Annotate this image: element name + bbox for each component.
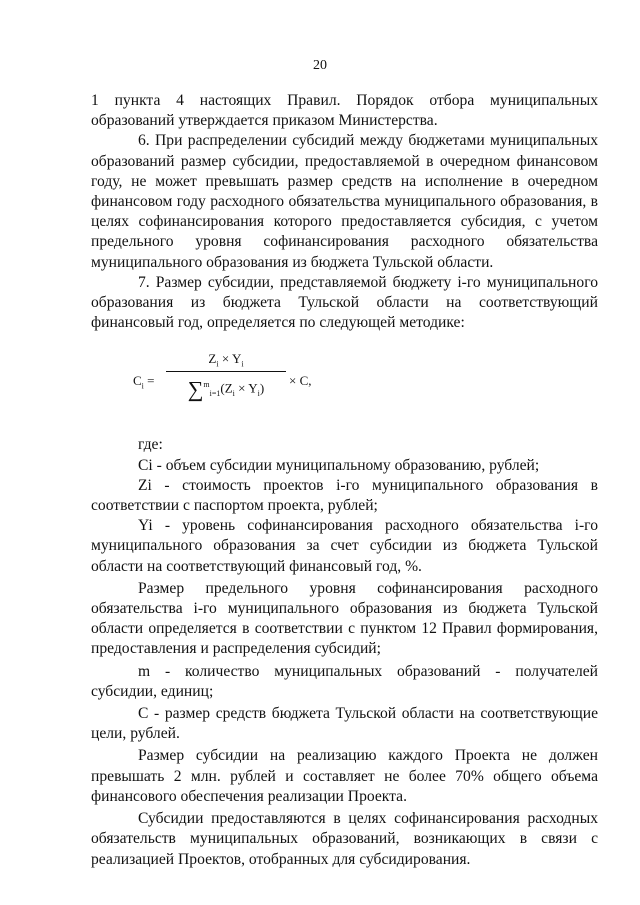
- where-label: где:: [138, 436, 163, 454]
- formula-rhs: × C,: [289, 373, 312, 389]
- paragraph-max-amount: Размер субсидии на реализацию каждого Проекта не должен превышать 2 млн. рублей и составляет не более 70% общего объема финансового обеспечения реализации Проекта.: [91, 747, 598, 805]
- definition-m: m - количество муниципальных образований - получателей субсидии, единиц;: [91, 662, 598, 700]
- paragraph-limit: Размер предельного уровня софинансирования расходного обязательства i-го муниципального образования из бюджета Тульской области определяется в соответствии с пунктом 12 Правил формирования, предоставления и распределения субсидий;: [91, 579, 598, 658]
- paragraph-item-7: 7. Размер субсидии, представляемой бюджету i-го муниципального образования из бюджета Тульской области на соответствующий финансовый год, определяется по следующей методике:: [91, 273, 598, 332]
- subsidy-formula: [91, 347, 598, 423]
- document-body: [91, 91, 598, 870]
- formula-fraction: [166, 349, 286, 405]
- definition-ci: Ci - объем субсидии муниципальному образованию, рублей;: [138, 456, 540, 474]
- paragraph-item-6: 6. При распределении субсидий между бюджетами муниципальных образований размер субсидии, предоставляемой в очередном финансовом году, не может превышать размер средств на исполнение в очередном финансовом году расходного обязательства муниципального образования, в целях софинансирования которого предоставляется субсидия, с учетом предельного уровня софинансирования расходного обязательства муниципального образования из бюджета Тульской области.: [91, 132, 598, 271]
- formula-denominator: $\sum^m_{i=1}(Z_i \times Y_i)$: [187, 376, 265, 402]
- formula-lhs: $C_i$ =: [133, 373, 155, 392]
- fraction-bar: [166, 371, 286, 372]
- paragraph-purpose: Субсидии предоставляются в целях софинансирования расходных обязательств муниципальных образований, возникающих в связи с реализацией Проектов, отобранных для субсидирования.: [91, 810, 598, 868]
- paragraph-continuation: 1 пункта 4 настоящих Правил. Порядок отбора муниципальных образований утверждается приказом Министерства.: [91, 92, 598, 130]
- definition-zi: Zi - стоимость проектов i-го муниципального образования в соответствии с паспортом проекта, рублей;: [91, 476, 598, 515]
- definition-c: C - размер средств бюджета Тульской области на соответствующие цели, рублей.: [91, 705, 598, 743]
- definition-yi: Yi - уровень софинансирования расходного обязательства i-го муниципального образования за счет субсидии из бюджета Тульской области на соответствующий финансовый год, %.: [91, 517, 598, 575]
- formula-numerator: $Z_i \times Y_i$: [208, 351, 244, 370]
- page-number: 20: [313, 58, 327, 73]
